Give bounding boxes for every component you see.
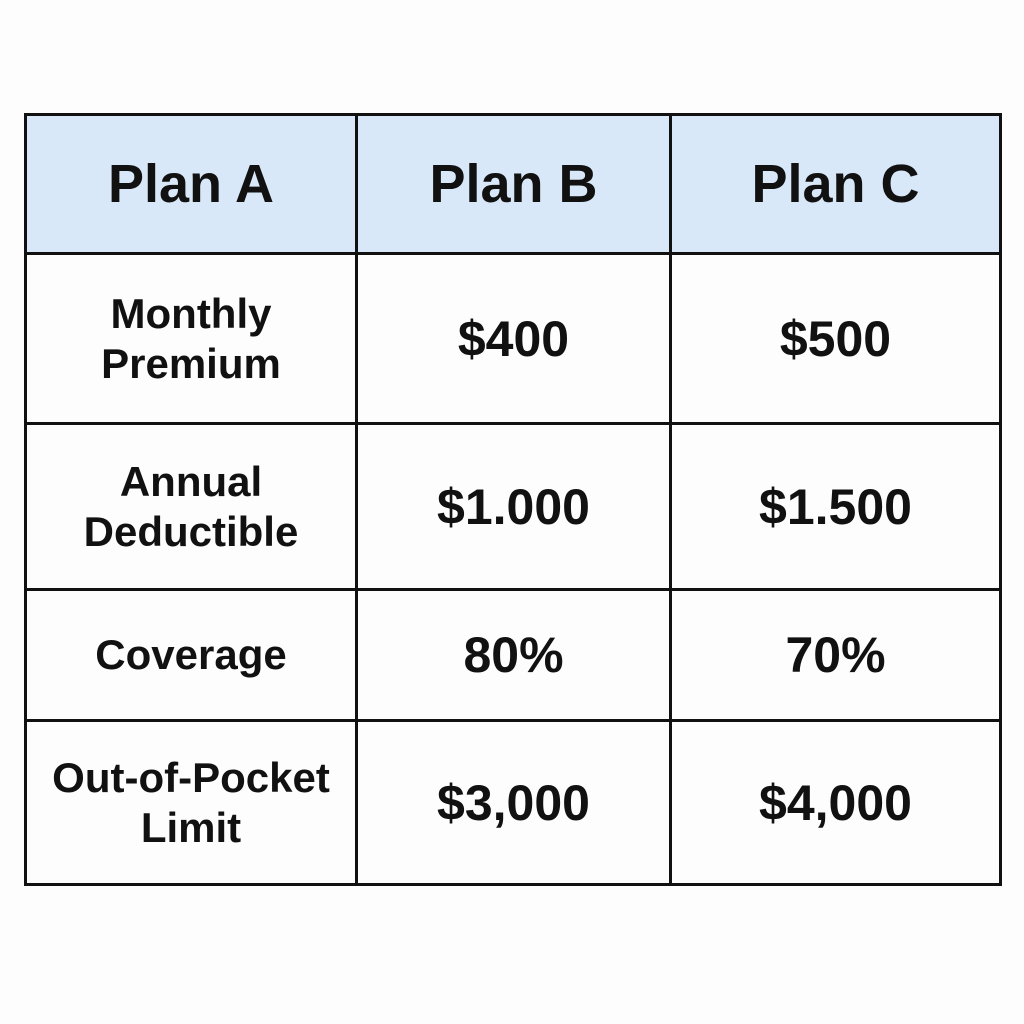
cell-out-of-pocket-limit-plan-c: $4,000 (671, 721, 1001, 885)
header-cell-plan-c: Plan C (671, 115, 1001, 254)
row-label-out-of-pocket-limit (26, 721, 357, 885)
cell-coverage-plan-c: 70% (671, 590, 1001, 721)
row-label-monthly-premium (26, 254, 357, 424)
row-label-line: Limit (140, 803, 242, 851)
table-row-out-of-pocket-limit (26, 721, 1001, 885)
cell-annual-deductible-plan-c: $1.500 (671, 424, 1001, 590)
row-label-line: Premium (101, 339, 281, 387)
row-label-line: Monthly (110, 289, 272, 337)
row-label-line: Coverage (95, 631, 287, 679)
cell-coverage-plan-b: 80% (357, 590, 671, 721)
row-label-annual-deductible (26, 424, 357, 590)
table-row-coverage (26, 590, 1001, 721)
header-row (26, 115, 1001, 254)
plan-comparison-table (24, 113, 1002, 886)
row-label-line: Out-of-Pocket (52, 753, 330, 801)
header-cell-plan-b: Plan B (357, 115, 671, 254)
cell-monthly-premium-plan-c: $500 (671, 254, 1001, 424)
cell-out-of-pocket-limit-plan-b: $3,000 (357, 721, 671, 885)
table-row-monthly-premium (26, 254, 1001, 424)
plan-comparison-table-container (24, 113, 999, 886)
cell-annual-deductible-plan-b: $1.000 (357, 424, 671, 590)
cell-monthly-premium-plan-b: $400 (357, 254, 671, 424)
row-label-line: Deductible (83, 507, 299, 555)
table-row-annual-deductible (26, 424, 1001, 590)
row-label-line: Annual (119, 457, 263, 505)
header-cell-plan-a: Plan A (26, 115, 357, 254)
row-label-coverage (26, 590, 357, 721)
